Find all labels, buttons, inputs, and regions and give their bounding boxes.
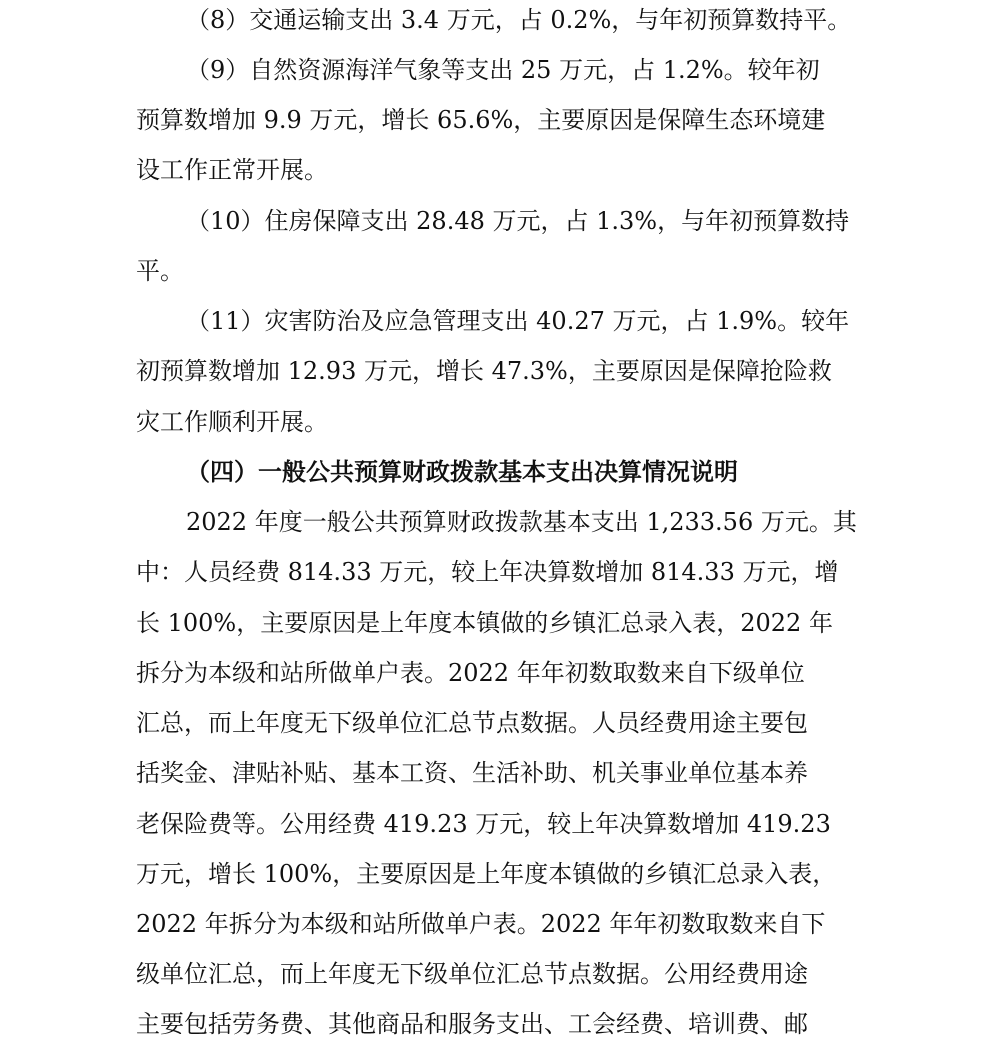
paragraph-line: 中：人员经费 814.33 万元，较上年决算数增加 814.33 万元，增 <box>136 558 839 586</box>
paragraph-line: 级单位汇总，而上年度无下级单位汇总节点数据。公用经费用途 <box>136 960 808 988</box>
paragraph-line: 2022 年度一般公共预算财政拨款基本支出 1,233.56 万元。其 <box>186 508 857 536</box>
section-heading: （四）一般公共预算财政拨款基本支出决算情况说明 <box>186 457 738 486</box>
paragraph-line: 平。 <box>136 257 184 285</box>
paragraph-line: 主要包括劳务费、其他商品和服务支出、工会经费、培训费、邮 <box>136 1010 808 1038</box>
paragraph-line: 括奖金、津贴补贴、基本工资、生活补助、机关事业单位基本养 <box>136 759 808 787</box>
paragraph-line: 灾工作顺利开展。 <box>136 408 328 436</box>
paragraph-line: （10）住房保障支出 28.48 万元，占 1.3%，与年初预算数持 <box>186 207 850 235</box>
paragraph-line: 汇总，而上年度无下级单位汇总节点数据。人员经费用途主要包 <box>136 709 808 737</box>
paragraph-line: （11）灾害防治及应急管理支出 40.27 万元，占 1.9%。较年 <box>186 307 850 335</box>
paragraph-line: 长 100%，主要原因是上年度本镇做的乡镇汇总录入表，2022 年 <box>136 609 833 637</box>
paragraph-line: 初预算数增加 12.93 万元，增长 47.3%，主要原因是保障抢险救 <box>136 357 832 385</box>
paragraph-line: 老保险费等。公用经费 419.23 万元，较上年决算数增加 419.23 <box>136 810 831 838</box>
paragraph-line: 万元，增长 100%，主要原因是上年度本镇做的乡镇汇总录入表， <box>136 860 837 888</box>
paragraph-line: 预算数增加 9.9 万元，增长 65.6%，主要原因是保障生态环境建 <box>136 106 826 134</box>
paragraph-line: 拆分为本级和站所做单户表。2022 年年初数取数来自下级单位 <box>136 659 805 687</box>
paragraph-line: （9）自然资源海洋气象等支出 25 万元，占 1.2%。较年初 <box>186 56 820 84</box>
paragraph-line: 2022 年拆分为本级和站所做单户表。2022 年年初数取数来自下 <box>136 910 826 938</box>
paragraph-line: （8）交通运输支出 3.4 万元，占 0.2%，与年初预算数持平。 <box>186 6 852 34</box>
paragraph-line: 设工作正常开展。 <box>136 156 328 184</box>
